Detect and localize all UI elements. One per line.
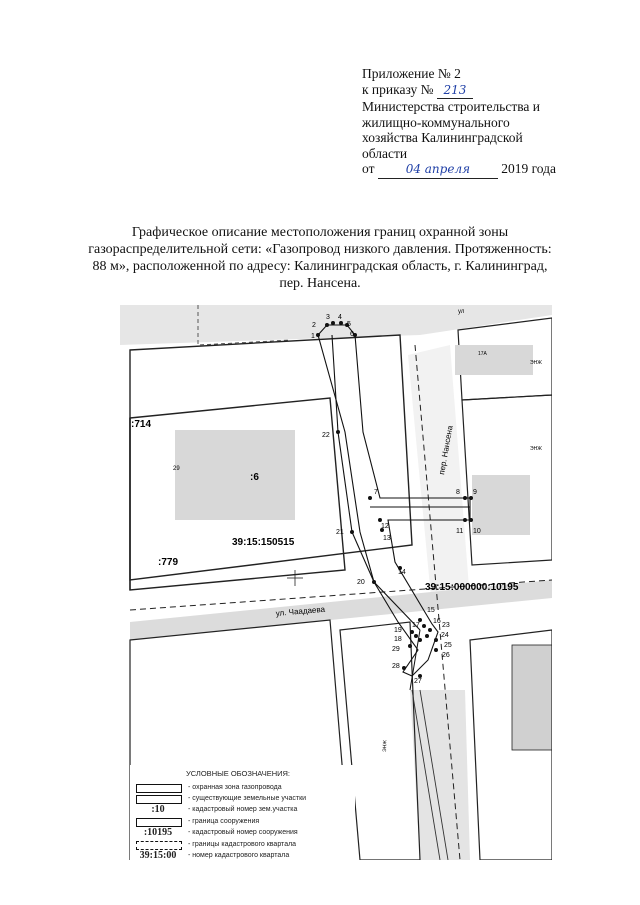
point-label-3: 3 [326,314,330,321]
building-right-middle [472,475,530,535]
vertex-point [378,518,382,522]
ministry-line-4: области [362,145,408,161]
point-label-26: 26 [442,652,450,659]
cadastral-map [120,305,552,865]
vertex-point [422,624,426,628]
order-prefix: к приказу № [362,81,434,97]
label-parcel-779: :779 [158,557,179,568]
vertex-point [463,496,467,500]
legend-label-quarter-boundary: - границы кадастрового квартала [188,841,297,848]
label-small-zhn3: ЭНЖ [382,740,389,753]
label-small-zhn1: ЭНЖ [530,360,542,366]
appendix-title: Приложение № 2 [362,66,461,81]
building-bottom-right [512,645,552,750]
label-block-main: 39:15:150515 [232,537,295,548]
title-line-2: газораспределительной сети: «Газопровод низкого давления. Протяженность: [88,242,552,257]
point-label-15: 15 [427,607,435,614]
point-label-28: 28 [392,663,400,670]
legend-label-parcel-number: - кадастровый номер зем.участка [188,806,298,813]
order-line [362,82,602,100]
vertex-point [414,634,418,638]
point-label-24: 24 [441,632,449,639]
label-small-ul: ул [458,309,465,315]
point-label-21: 21 [336,529,344,536]
vertex-point [463,518,467,522]
legend-item-quarter-number [136,851,356,862]
point-label-23: 23 [442,622,450,629]
ministry-line-1: Министерства строительства и [362,99,541,114]
point-label-2: 2 [312,322,316,329]
legend-label-quarter-number: - номер кадастрового квартала [188,852,290,859]
ministry-line-2: жилищно-коммунального [362,114,510,130]
vertex-point [402,666,406,670]
point-label-16: 16 [433,618,441,625]
vertex-point [428,628,432,632]
point-label-11: 11 [456,528,464,535]
legend-symbol-existing-parcels [136,795,182,804]
vertex-point [350,530,354,534]
vertex-point [408,644,412,648]
legend-symbol-protection-zone [136,784,182,793]
legend-symbol-parcel-number: :10 [151,804,165,815]
vertex-point [339,321,343,325]
point-label-14: 14 [398,569,406,576]
vertex-point [331,321,335,325]
title-line-1: Графическое описание местоположения границ охранной зоны [131,225,509,240]
vertex-point [368,496,372,500]
document-title [70,224,570,292]
point-label-22: 22 [322,432,330,439]
vertex-point [372,580,376,584]
point-label-8: 8 [456,489,460,496]
label-small-29: 29 [173,466,180,472]
building-17a [455,345,533,375]
point-label-27: 27 [414,678,422,685]
point-label-5: 5 [347,321,351,328]
legend-symbol-structure-boundary [136,818,182,827]
legend-label-existing-parcels: - существующие земельные участки [188,795,307,802]
vertex-point [469,518,473,522]
point-label-13: 13 [383,535,391,542]
point-label-25: 25 [444,642,452,649]
vertex-point [418,638,422,642]
date-handwritten: 04 апреля [378,162,498,179]
label-street-chaadaeva: ул. Чаадаева [275,604,326,618]
legend-symbol-quarter-boundary [136,841,182,850]
legend-item-structure-number [136,828,356,839]
label-block-gov: 39:15:000000:10195 [425,582,519,593]
appendix-header [362,66,602,179]
ministry-line-3: хозяйства Калининградской [362,130,523,145]
title-line-3: 88 м», расположенной по адресу: Калининградская область, г. Калининград, [92,259,548,274]
title-line-4: пер. Нансена. [279,276,361,291]
legend-label-protection-zone: - охранная зона газопровода [188,784,282,791]
point-label-20: 20 [357,579,365,586]
label-small-zhn2: ЭНЖ [530,446,542,452]
point-label-4: 4 [338,314,342,321]
date-prefix: от [362,161,375,176]
legend-item-parcel-number [136,805,356,816]
vertex-point [336,430,340,434]
vertex-point [410,630,414,634]
label-small-17a: 17А [478,351,487,357]
point-label-6: 6 [350,331,354,338]
label-parcel-714: :714 [131,419,152,430]
vertex-point [325,323,329,327]
building-parcel-6 [175,430,295,520]
vertex-point [316,333,320,337]
legend-label-structure-number: - кадастровый номер сооружения [188,829,298,836]
map-svg [120,305,552,860]
label-street-nansena: пер. Нансена [437,424,455,476]
legend-label-structure-boundary: - граница сооружения [188,818,260,825]
point-label-17: 17 [412,622,420,629]
date-line [362,161,602,179]
point-label-1: 1 [311,333,315,340]
point-label-7: 7 [374,489,378,496]
legend-title: УСЛОВНЫЕ ОБОЗНАЧЕНИЯ: [186,769,291,778]
point-label-10: 10 [473,528,481,535]
legend-symbol-quarter-number: 39:15:00 [139,850,177,861]
legend-item-protection-zone [136,783,356,794]
point-label-12: 12 [381,523,389,530]
vertex-point [434,648,438,652]
point-label-18: 18 [394,636,402,643]
legend-symbol-structure-number: :10195 [143,827,173,838]
point-label-19: 19 [394,627,402,634]
vertex-point [469,496,473,500]
date-suffix: 2019 года [501,161,557,176]
point-label-29: 29 [392,646,400,653]
order-number: 213 [437,83,473,100]
label-parcel-6: :6 [250,472,259,483]
point-label-9: 9 [473,489,477,496]
vertex-point [425,634,429,638]
vertex-point [434,638,438,642]
